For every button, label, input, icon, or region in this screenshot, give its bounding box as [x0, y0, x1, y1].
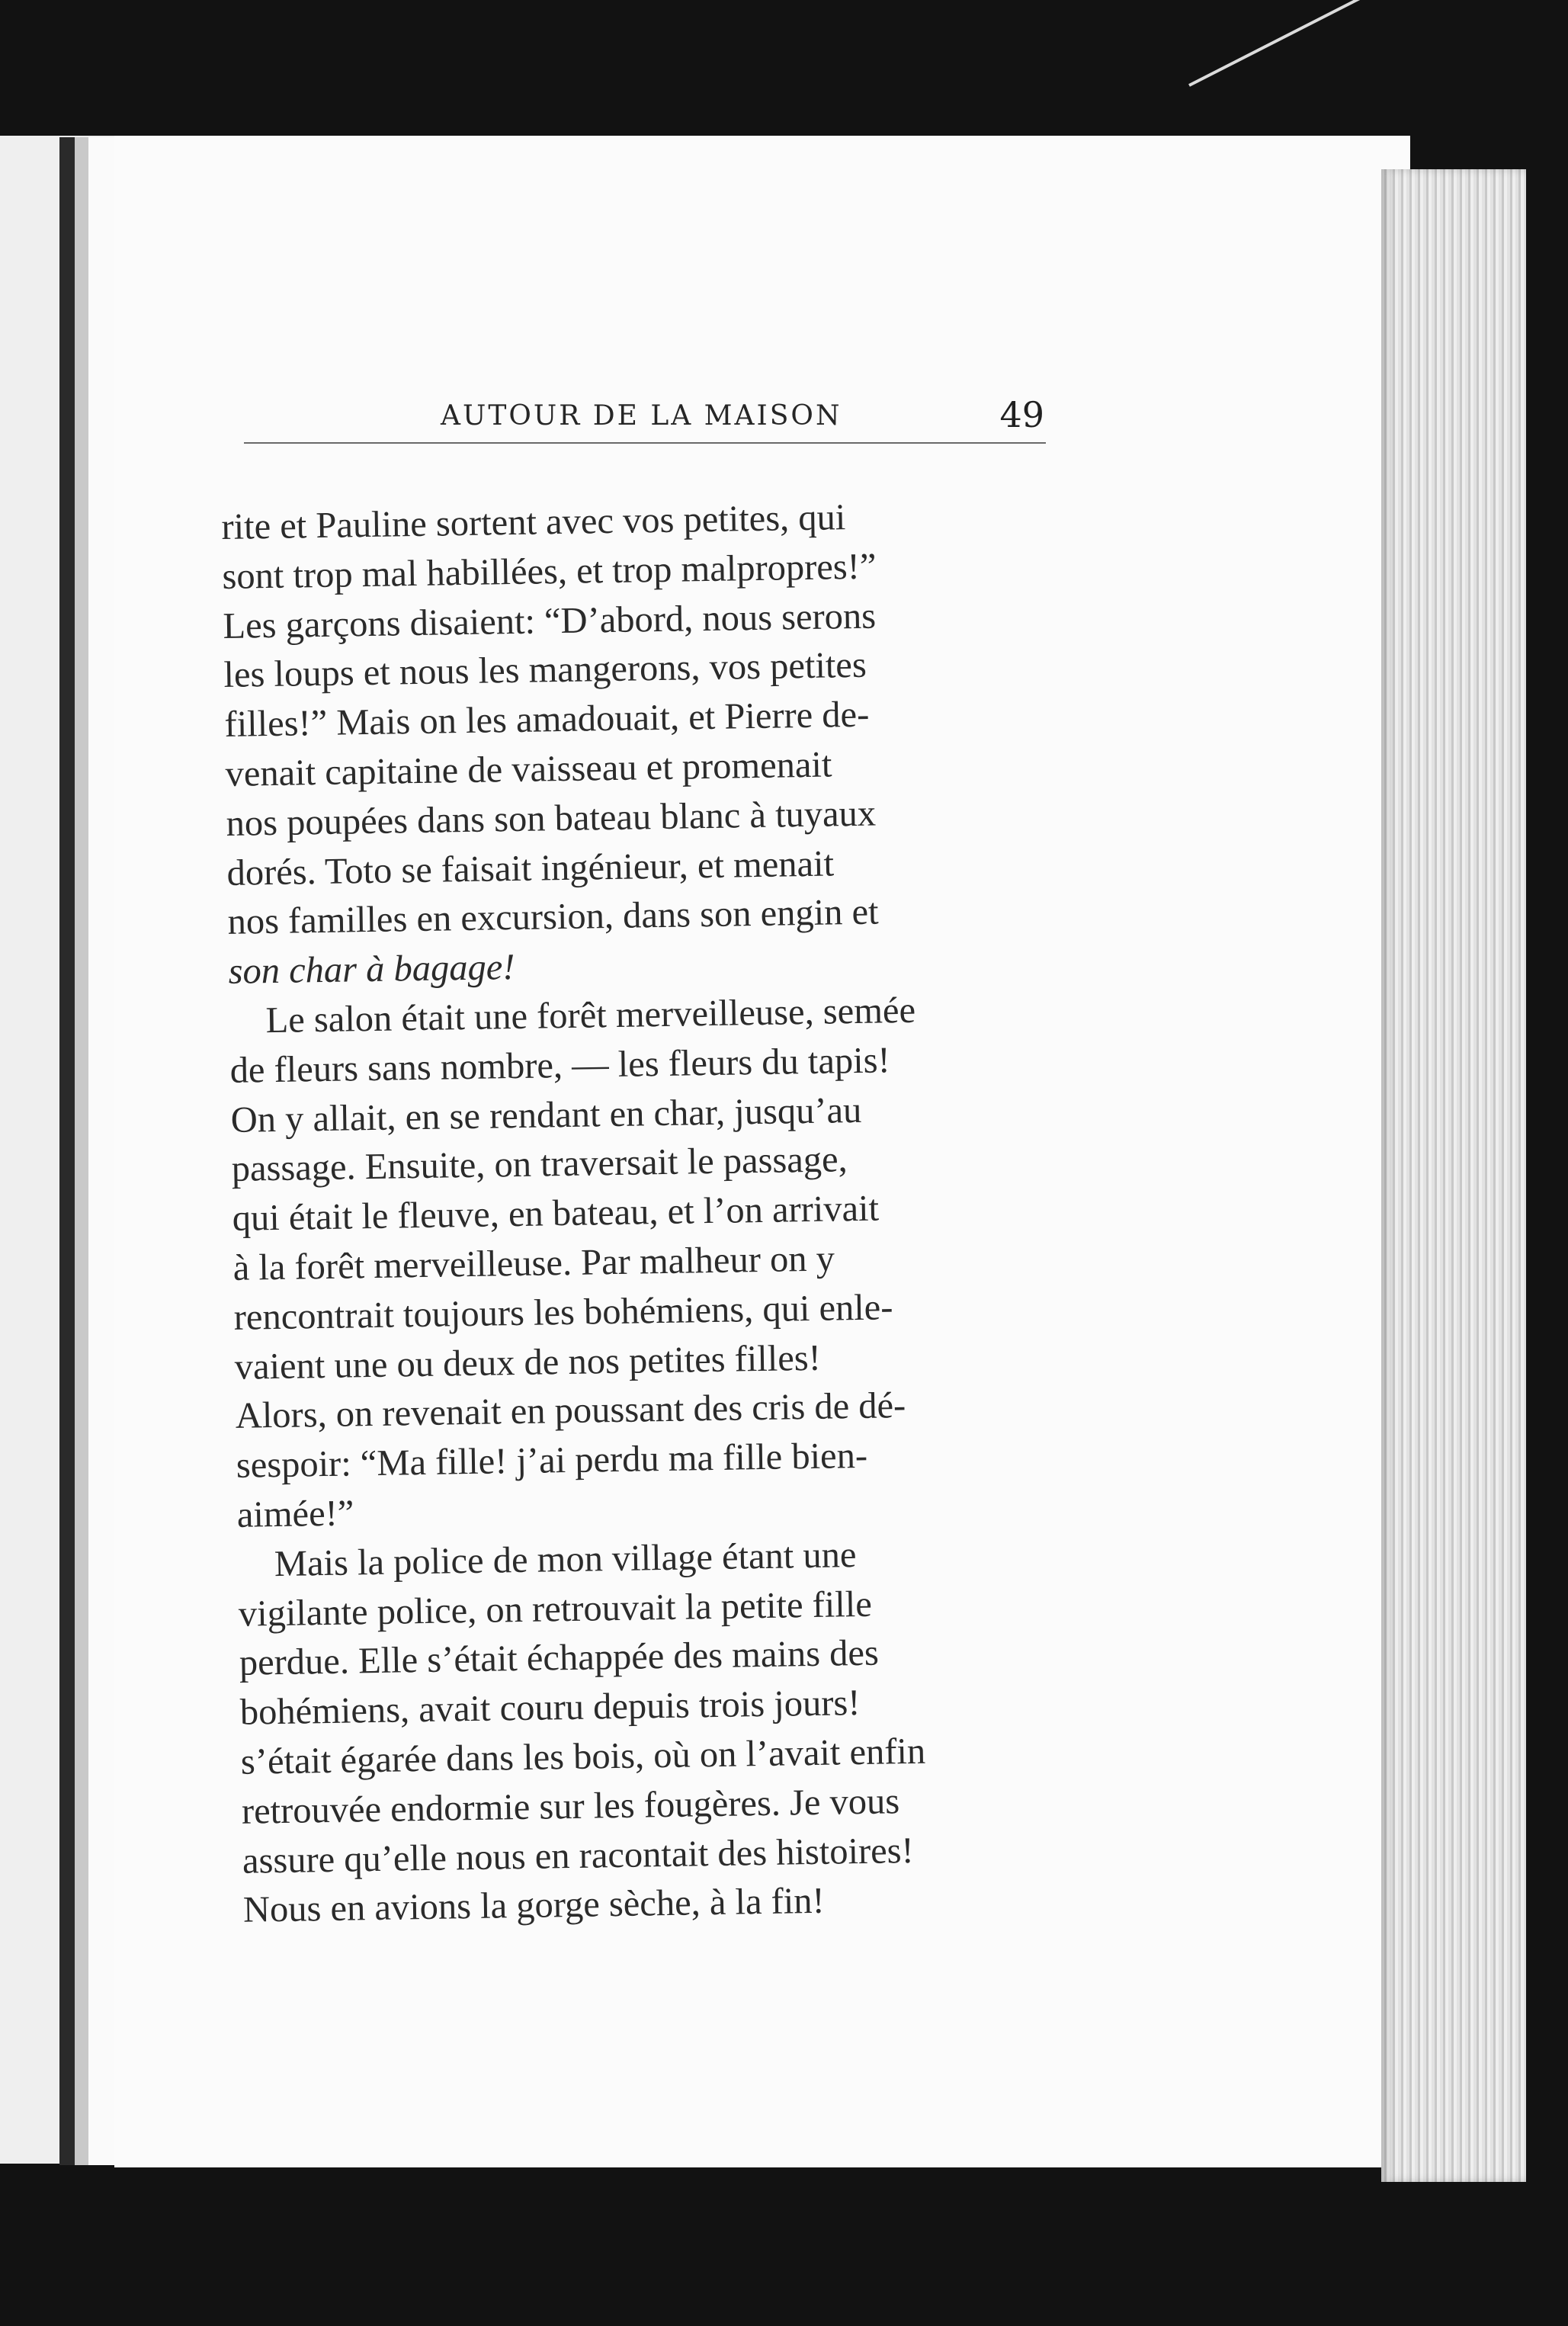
page-number: 49 [999, 394, 1044, 435]
text-line: de fleurs sans nombre, — les fleurs du tapis! [229, 1040, 891, 1091]
text-line: passage. Ensuite, on traversait le passage, [231, 1139, 848, 1190]
text-line: rite et Pauline sortent avec vos petites, qui [221, 497, 846, 547]
text-line: aimée!” [236, 1493, 354, 1535]
text-line: vaient une ou deux de nos petites filles! [234, 1337, 822, 1388]
text-line: assure qu’elle nous en racontait des histoires! [242, 1830, 915, 1882]
text-line: Alors, on revenait en poussant des cris de dé- [235, 1385, 906, 1437]
text-line: qui était le fleuve, en bateau, et l’on arrivait [232, 1188, 880, 1240]
text-line: filles!” Mais on les amadouait, et Pierre de- [224, 694, 870, 746]
text-line: son char à bagage! [228, 947, 515, 993]
text-line: sont trop mal habillées, et trop malpropres!” [222, 546, 877, 597]
text-line: perdue. Elle s’était échappée des mains des [239, 1632, 880, 1684]
page-body-text [221, 490, 1074, 1936]
text-line: venait capitaine de vaisseau et promenait [225, 744, 832, 794]
text-line: s’était égarée dans les bois, où on l’avait enfin [240, 1731, 926, 1782]
text-line: Nous en avions la gorge sèche, à la fin! [242, 1881, 826, 1931]
text-line: vigilante police, on retrouvait la petite fille [238, 1583, 873, 1635]
text-line: dorés. Toto se faisait ingénieur, et menait [226, 843, 835, 894]
running-head [244, 394, 1044, 446]
text-line: nos poupées dans son bateau blanc à tuyaux [226, 793, 877, 844]
text-line: rencontrait toujours les bohémiens, qui enle- [233, 1287, 893, 1338]
text-line: Mais la police de mon village étant une [274, 1534, 857, 1584]
text-line: Les garçons disaient: “D’abord, nous serons [223, 595, 877, 646]
text-line: les loups et nous les mangerons, vos petites [223, 645, 867, 696]
light-streak [1188, 0, 1568, 87]
text-line: à la forêt merveilleuse. Par malheur on y [232, 1238, 835, 1288]
page-stack-edge [1381, 169, 1526, 2182]
text-line: On y allait, en se rendant en char, jusqu’au [230, 1089, 862, 1141]
text-line: nos familles en excursion, dans son engin et [227, 891, 879, 943]
running-title: AUTOUR DE LA MAISON [441, 400, 842, 432]
book-spine-shadow [59, 137, 114, 2165]
text-line: retrouvée endormie sur les fougères. Je vous [241, 1780, 900, 1832]
header-rule [244, 442, 1046, 444]
text-line: bohémiens, avait couru depuis trois jours! [239, 1683, 861, 1733]
text-line: Le salon était une forêt merveilleuse, semée [265, 990, 916, 1041]
text-line: sespoir: “Ma fille! j’ai perdu ma fille bien- [236, 1435, 868, 1486]
